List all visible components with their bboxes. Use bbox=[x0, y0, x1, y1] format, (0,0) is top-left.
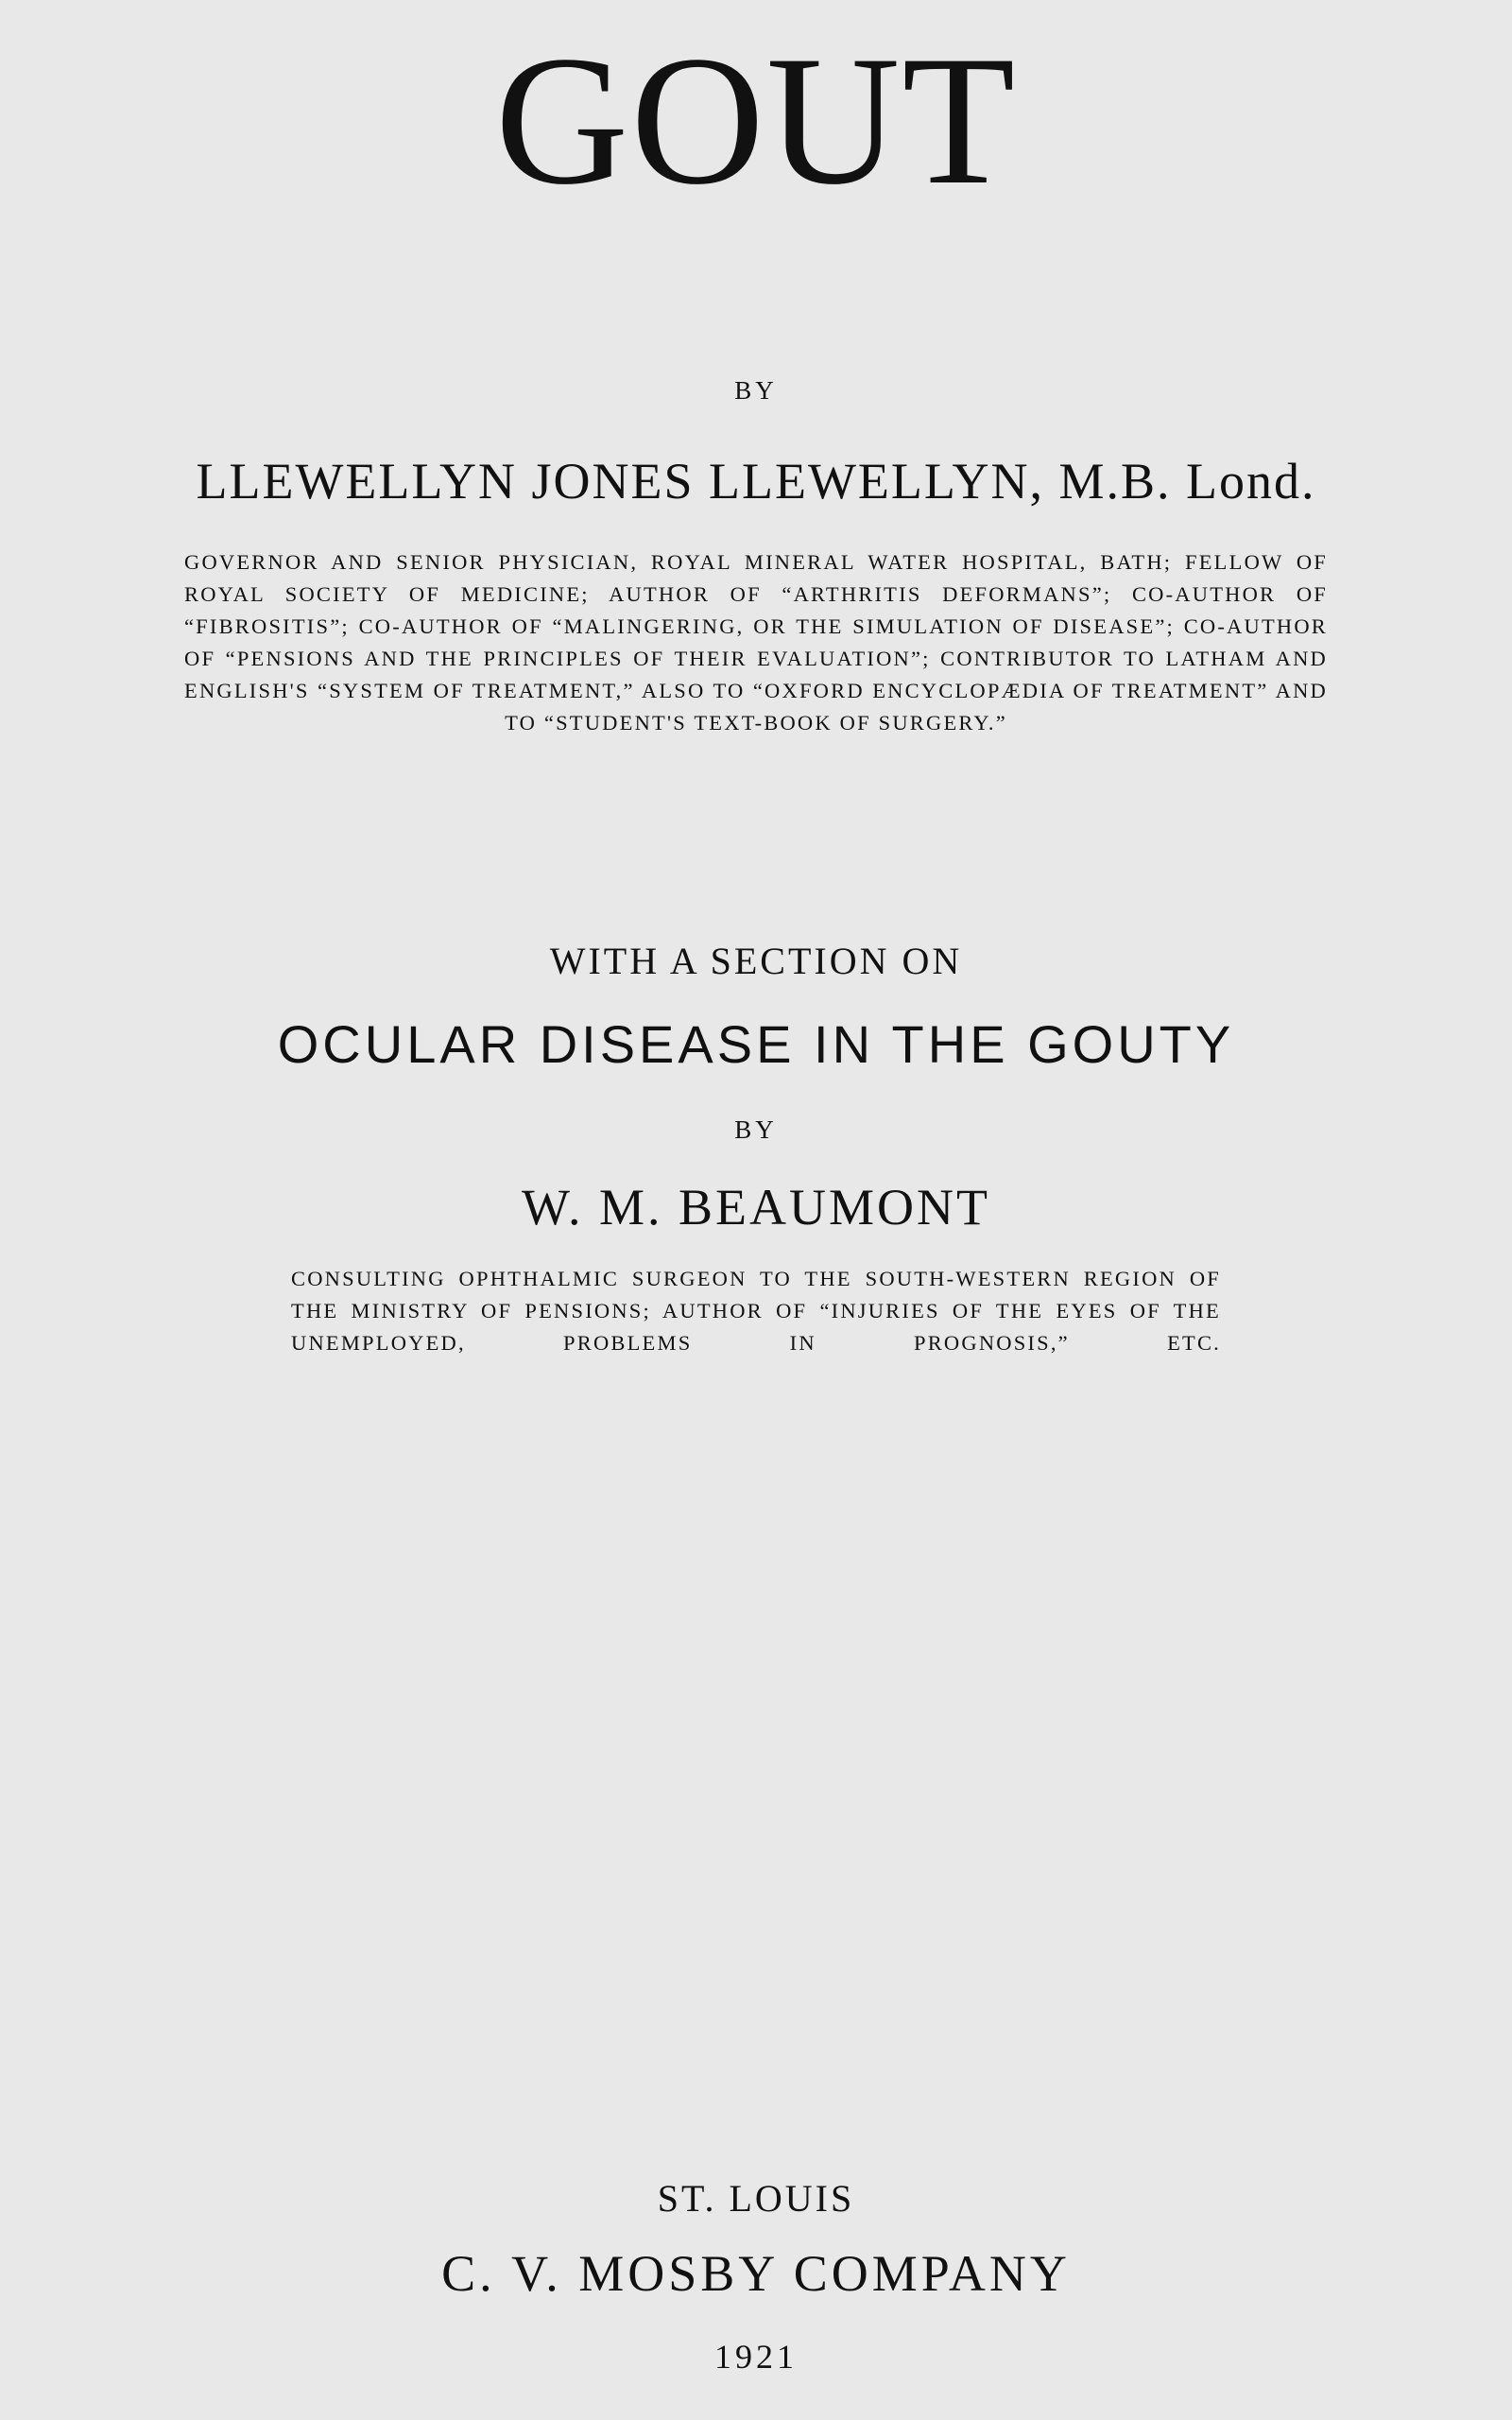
coauthor-credentials: CONSULTING OPHTHALMIC SURGEON TO THE SOUTH-WESTERN REGION OF THE MINISTRY OF PENSIONS; AUTHOR OF “INJURIES OF THE EYES OF THE UNEMPLOYED, PROBLEMS IN PROGNOSIS,” ETC. bbox=[291, 1267, 1221, 1355]
publisher-city: ST. LOUIS bbox=[657, 2177, 855, 2220]
coauthor-name: W. M. BEAUMONT bbox=[521, 1179, 991, 1236]
section-intro: WITH A SECTION ON bbox=[549, 940, 963, 982]
by-label: BY bbox=[734, 376, 778, 405]
section-title: OCULAR DISEASE IN THE GOUTY bbox=[277, 1014, 1235, 1074]
book-title: GOUT bbox=[494, 18, 1018, 223]
author-name: LLEWELLYN JONES LLEWELLYN, M.B. Lond. bbox=[196, 453, 1316, 510]
publication-year: 1921 bbox=[714, 2338, 798, 2376]
publisher-name: C. V. MOSBY COMPANY bbox=[441, 2245, 1071, 2302]
author-credentials: GOVERNOR AND SENIOR PHYSICIAN, ROYAL MINERAL WATER HOSPITAL, BATH; FELLOW OF ROYAL SOCIETY OF MEDICINE; AUTHOR OF “ARTHRITIS DEFORMANS”; CO-AUTHOR OF “FIBROSITIS”; CO-AUTHOR OF “MALINGERING, OR THE SIMULATION OF DISEASE”; CO-AUTHOR OF “PENSIONS AND THE PRINCIPLES OF THEIR EVALUATION”; CONTRIBUTOR TO LATHAM AND ENGLISH'S “SYSTEM OF TREATMENT,” ALSO TO “OXFORD ENCYCLOPÆDIA OF TREATMENT” AND TO “STUDENT'S TEXT-BOOK OF SURGERY.” bbox=[184, 550, 1328, 735]
section-by-label: BY bbox=[734, 1115, 778, 1144]
